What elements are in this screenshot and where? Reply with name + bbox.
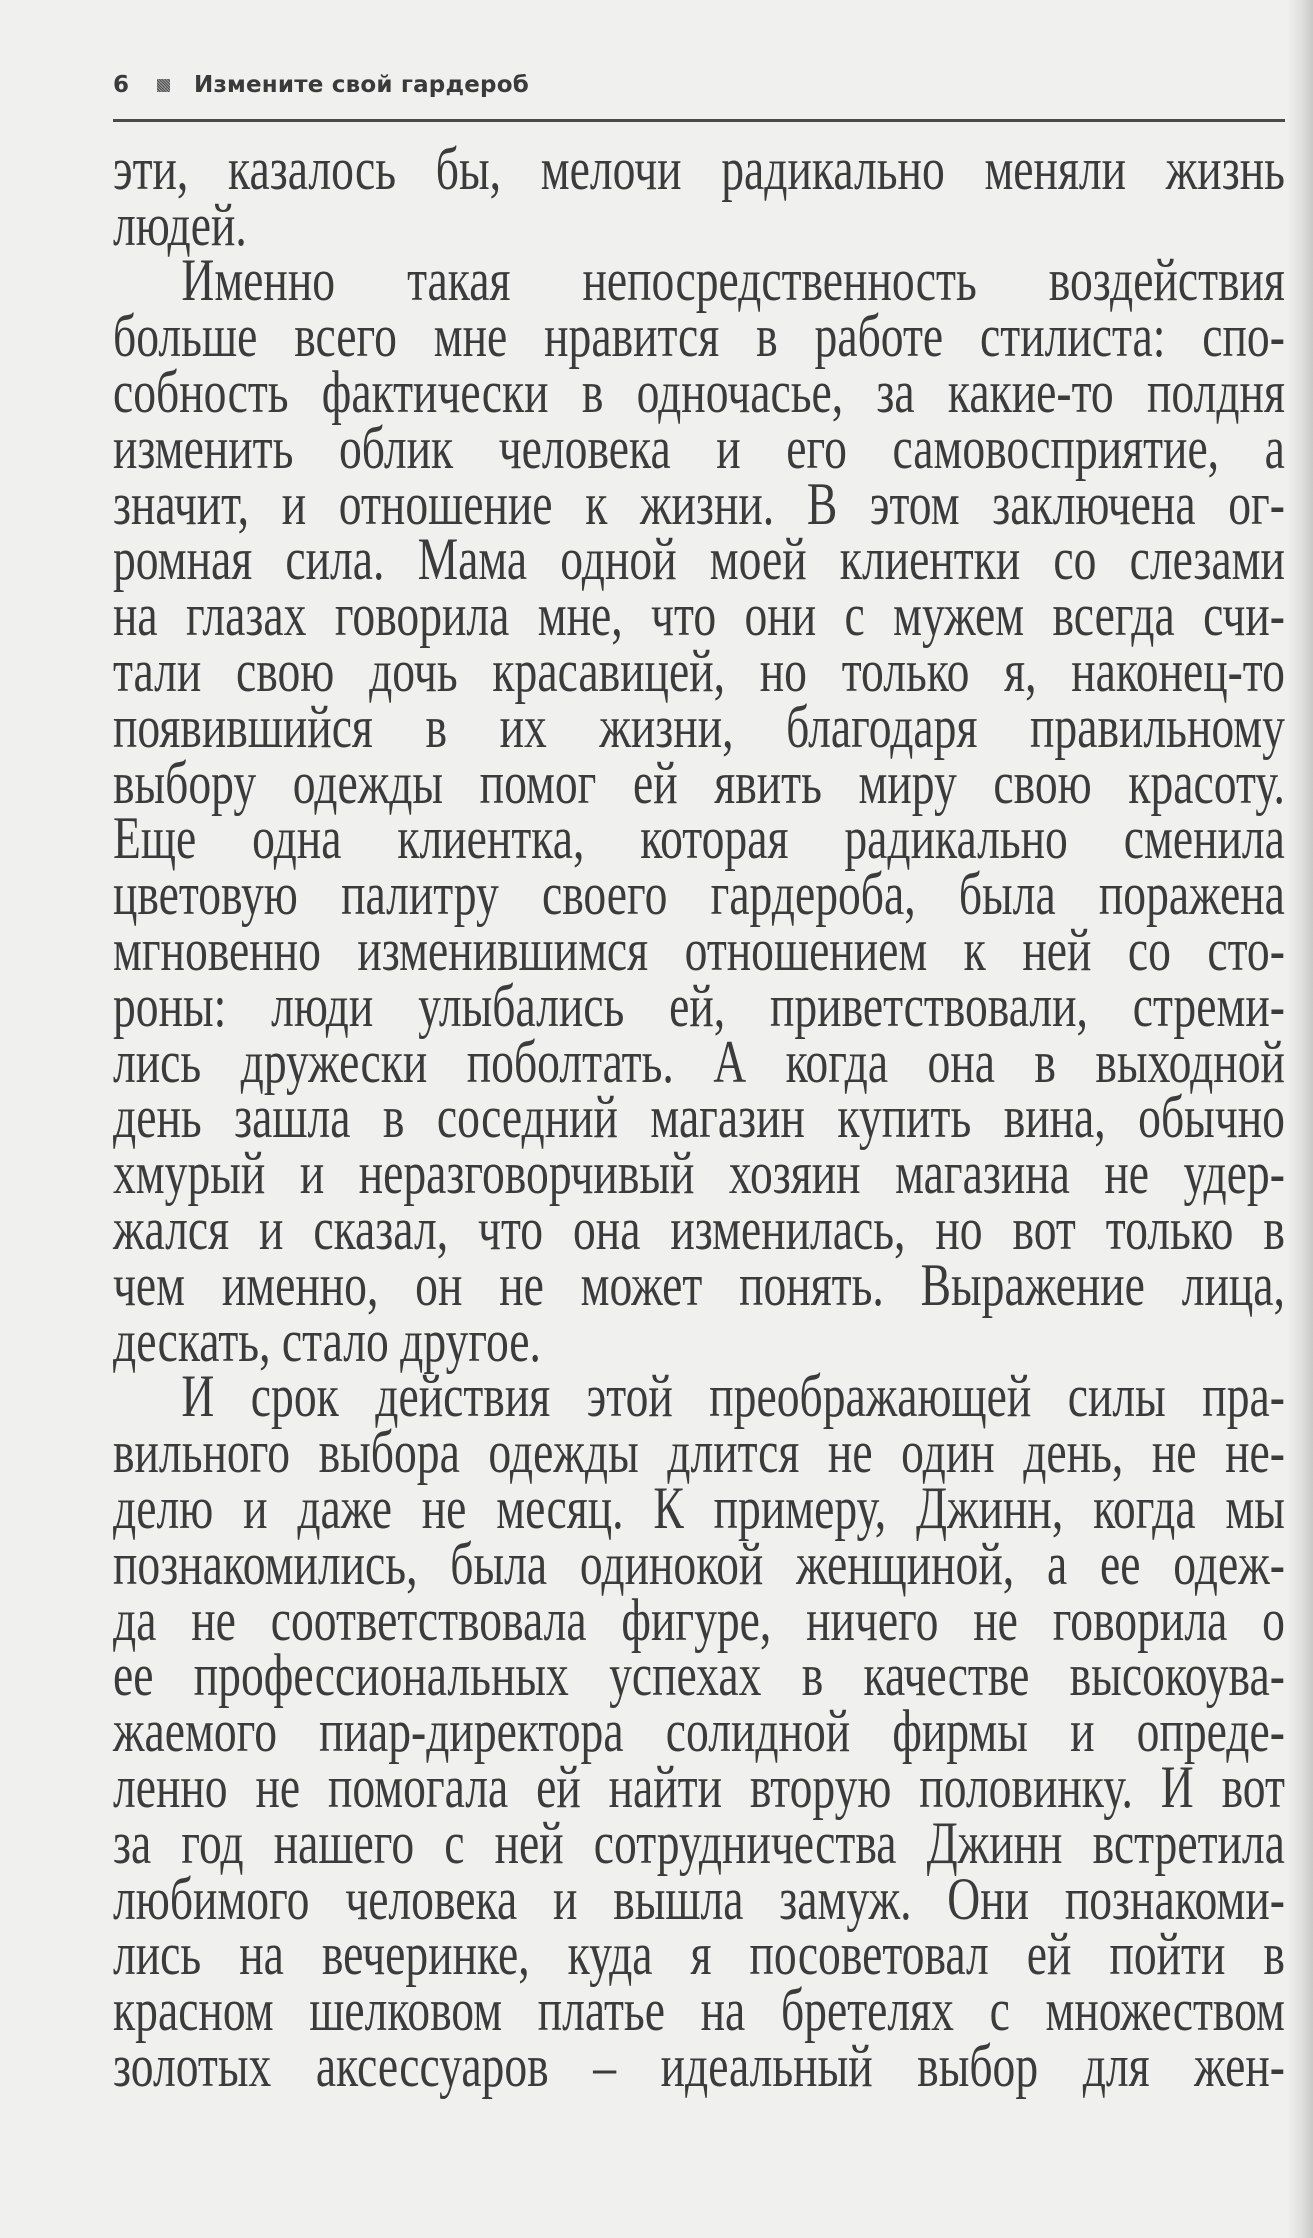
text-line-content: больше всего мне нравится в работе стилиста: спо- — [113, 303, 1285, 370]
text-line-content: роны: люди улыбались ей, приветствовали, стреми- — [113, 972, 1285, 1039]
text-line-content: золотых аксессуаров – идеальный выбор для жен- — [113, 2032, 1285, 2099]
text-line-content: собность фактически в одночасье, за какие-то полдня — [113, 358, 1285, 425]
text-line-content: ромная сила. Мама одной моей клиентки со слезами — [113, 526, 1285, 593]
text-line-content: мгновенно изменившимся отношением к ней со сто- — [113, 916, 1285, 983]
text-line-content: жаемого пиар-директора солидной фирмы и опреде- — [113, 1698, 1285, 1765]
text-line-content: вильного выбора одежды длится не один день, не не- — [113, 1419, 1285, 1486]
text-line-content: Именно такая непосредственность воздействия — [181, 247, 1285, 314]
chapter-title: Измените свой гардероб — [194, 72, 529, 98]
halftone-square-icon — [157, 79, 170, 92]
text-line-content: красном шелковом платье на бретелях с множеством — [113, 1977, 1285, 2044]
text-line-content: да не соответствовала фигуре, ничего не говорила о — [113, 1586, 1285, 1653]
page-edge-shadow — [1287, 0, 1313, 2238]
text-line-content: изменить облик человека и его самовосприятие, а — [113, 414, 1285, 481]
running-head — [113, 70, 529, 100]
text-line-content: появившийся в их жизни, благодаря правильному — [113, 693, 1285, 760]
text-line-content: хмурый и неразговорчивый хозяин магазина не удер- — [113, 1140, 1285, 1207]
text-line-content: чем именно, он не может понять. Выражение лица, — [113, 1251, 1285, 1318]
text-line-content: Еще одна клиентка, которая радикально сменила — [113, 805, 1285, 872]
text-line-content: дескать, стало другое. — [113, 1307, 541, 1374]
text-line-content: значит, и отношение к жизни. В этом заключена ог- — [113, 470, 1285, 537]
text-line-content: на глазах говорила мне, что они с мужем всегда счи- — [113, 582, 1285, 649]
text-line-content: делю и даже не месяц. К примеру, Джинн, когда мы — [113, 1474, 1285, 1541]
text-line-content: день зашла в соседний магазин купить вина, обычно — [113, 1084, 1285, 1151]
text-line — [113, 2032, 1285, 2105]
text-line-content: цветовую палитру своего гардероба, была поражена — [113, 861, 1285, 928]
header-rule — [113, 119, 1285, 122]
text-line-content: эти, казалось бы, мелочи радикально меняли жизнь — [113, 135, 1285, 202]
body-text — [113, 135, 1285, 2105]
text-line-content: лись на вечеринке, куда я посоветовал ей пойти в — [113, 1921, 1285, 1988]
text-line-content: любимого человека и вышла замуж. Они познакоми- — [113, 1865, 1285, 1932]
text-line-content: жался и сказал, что она изменилась, но вот только в — [113, 1195, 1285, 1262]
text-line-content: лись дружески поболтать. А когда она в выходной — [113, 1028, 1285, 1095]
text-line-content: тали свою дочь красавицей, но только я, наконец-то — [113, 637, 1285, 704]
text-line-content: И срок действия этой преображающей силы пра- — [181, 1363, 1285, 1430]
page-number: 6 — [113, 72, 130, 98]
text-line-content: людей. — [113, 191, 247, 258]
text-line-content: ее профессиональных успехах в качестве высокоува- — [113, 1642, 1285, 1709]
text-line-content: ленно не помогала ей найти вторую половинку. И вот — [113, 1753, 1285, 1820]
text-line-content: за год нашего с ней сотрудничества Джинн встретила — [113, 1809, 1285, 1876]
text-line-content: выбору одежды помог ей явить миру свою красоту. — [113, 749, 1285, 816]
text-line-content: познакомились, была одинокой женщиной, а ее одеж- — [113, 1530, 1285, 1597]
